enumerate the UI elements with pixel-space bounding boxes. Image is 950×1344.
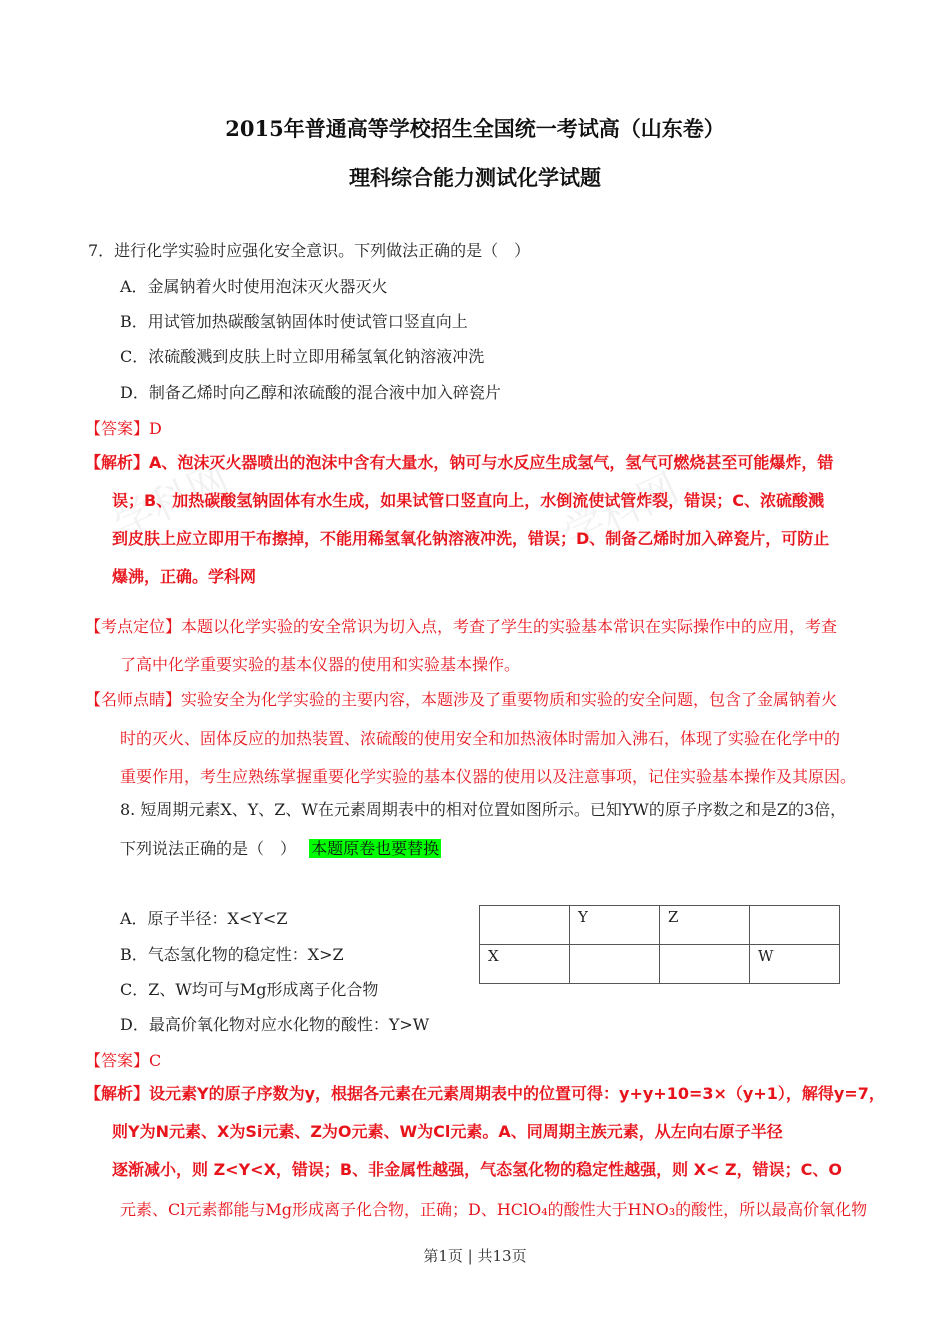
table-cell	[480, 906, 570, 945]
q8-option-c: C．Z、W均可与Mg形成离子化合物	[120, 980, 379, 999]
page-title-line2: 理科综合能力测试化学试题	[349, 165, 601, 190]
q8-option-d: D．最高价氧化物对应水化物的酸性：Y>W	[120, 1015, 430, 1034]
q8-option-b: B．气态氢化物的稳定性：X>Z	[120, 945, 344, 964]
table-cell: Y	[570, 906, 660, 945]
q7-option-a: A．金属钠着火时使用泡沫灭火器灭火	[120, 277, 388, 296]
watermark: 学科网	[557, 465, 686, 558]
periodic-table-fragment	[479, 905, 840, 984]
q7-analysis-line: 到皮肤上应立即用干布擦掉，不能用稀氢氧化钠溶液冲洗，错误；D、制备乙烯时加入碎瓷片，可防止	[112, 529, 830, 548]
table-row	[480, 945, 840, 984]
q8-option-a: A．原子半径：X<Y<Z	[120, 909, 288, 928]
q7-mingshi-line: 重要作用，考生应熟练掌握重要化学实验的基本仪器的使用以及注意事项，记住实验基本操作及其原因。	[120, 767, 857, 786]
q8-stem-line1: 8. 短周期元素X、Y、Z、W在元素周期表中的相对位置如图所示。已知YW的原子序数之和是Z的3倍，	[120, 800, 847, 819]
q7-analysis-line: 误；B、加热碳酸氢钠固体有水生成，如果试管口竖直向上，水倒流使试管炸裂，错误；C、浓硫酸溅	[112, 491, 824, 510]
q8-analysis-line: 【解析】设元素Y的原子序数为y，根据各元素在元素周期表中的位置可得：y+y+10=3×（y+1），解得y=7，	[85, 1084, 885, 1103]
watermark: 学科网	[107, 455, 236, 548]
page-number: 第1页 | 共13页	[423, 1247, 527, 1265]
q8-stem-text: 下列说法正确的是（ ）	[120, 839, 297, 858]
q7-analysis-line: 【解析】A、泡沫灭火器喷出的泡沫中含有大量水，钠可与水反应生成氢气，氢气可燃烧甚至可能爆炸，错	[85, 453, 834, 472]
q7-analysis-line: 爆沸，正确。学科网	[112, 567, 257, 586]
q7-mingshi-line: 时的灭火、固体反应的加热装置、浓硫酸的使用安全和加热液体时需加入沸石，体现了实验在化学中的	[120, 729, 841, 748]
q8-stem-line2	[120, 839, 441, 859]
q7-option-c: C．浓硫酸溅到皮肤上时立即用稀氢氧化钠溶液冲洗	[120, 347, 485, 366]
table-cell	[660, 945, 750, 984]
table-cell: W	[750, 945, 840, 984]
q7-mingshi-line: 【名师点睛】实验安全为化学实验的主要内容，本题涉及了重要物质和实验的安全问题，包含了金属钠着火	[85, 690, 838, 709]
table-cell: X	[480, 945, 570, 984]
q8-answer: 【答案】C	[85, 1051, 162, 1070]
q7-option-d: D．制备乙烯时向乙醇和浓硫酸的混合液中加入碎瓷片	[120, 383, 501, 402]
table-cell	[750, 906, 840, 945]
q8-analysis-line: 则Y为N元素、X为Si元素、Z为O元素、W为Cl元素。A、同周期主族元素，从左向右原子半径	[112, 1122, 783, 1141]
table-row	[480, 906, 840, 945]
table-cell	[570, 945, 660, 984]
q7-answer: 【答案】D	[85, 419, 162, 438]
page-title-line1: 2015年普通高等学校招生全国统一考试高（山东卷）	[225, 116, 725, 141]
q7-kaodian-line: 了高中化学重要实验的基本仪器的使用和实验基本操作。	[120, 655, 521, 674]
q7-option-b: B．用试管加热碳酸氢钠固体时使试管口竖直向上	[120, 312, 468, 331]
q7-kaodian-line: 【考点定位】本题以化学实验的安全常识为切入点，考查了学生的实验基本常识在实际操作中的应用，考查	[85, 617, 838, 636]
q8-analysis-line: 逐渐减小，则 Z<Y<X，错误；B、非金属性越强，气态氢化物的稳定性越强，则 X< Z，错误；C、O	[112, 1160, 842, 1179]
q7-stem: 7．进行化学实验时应强化安全意识。下列做法正确的是（ ）	[88, 241, 531, 260]
highlight-note: 本题原卷也要替换	[311, 839, 440, 858]
table-cell: Z	[660, 906, 750, 945]
q8-analysis-line: 元素、Cl元素都能与Mg形成离子化合物，正确；D、HClO₄的酸性大于HNO₃的酸性，所以最高价氧化物	[120, 1200, 868, 1219]
